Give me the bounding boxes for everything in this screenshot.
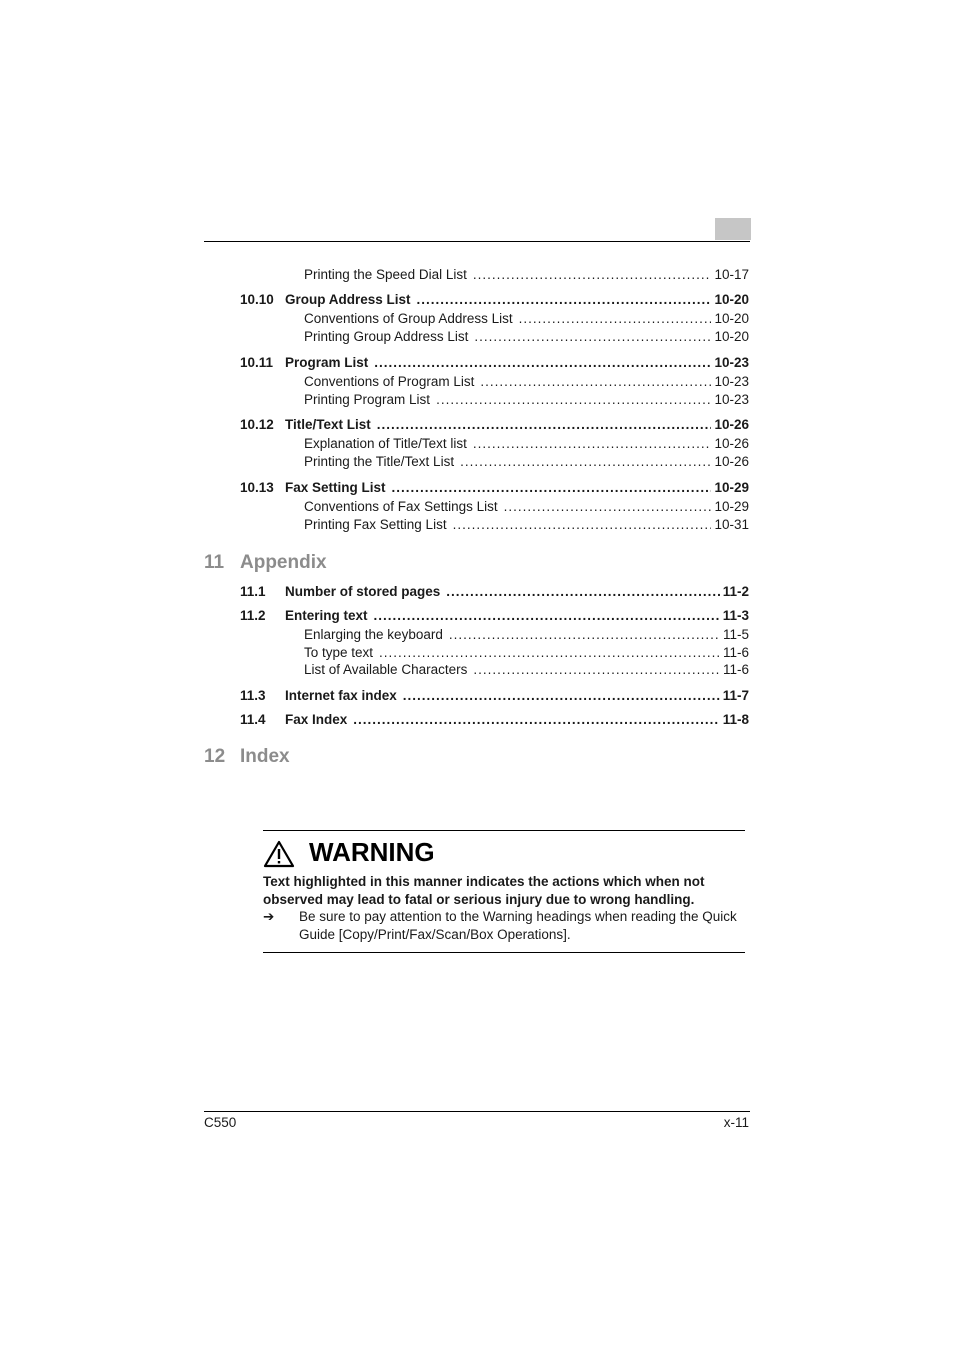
section-title: Number of stored pages bbox=[285, 584, 441, 599]
toc-page: 10-23 bbox=[714, 355, 749, 370]
footer-page-number: x-11 bbox=[723, 1115, 749, 1130]
toc-page: 11-2 bbox=[722, 584, 749, 599]
toc-label: Conventions of Fax Settings List bbox=[304, 499, 498, 514]
toc-subentry[interactable] bbox=[0, 391, 954, 409]
toc-page: 11-8 bbox=[722, 712, 749, 727]
toc-page: 10-31 bbox=[714, 517, 749, 532]
toc-subentry[interactable] bbox=[0, 435, 954, 453]
toc-label: Explanation of Title/Text list bbox=[304, 436, 467, 451]
toc-label: Enlarging the keyboard bbox=[304, 627, 443, 642]
section-number: 11.1 bbox=[240, 584, 266, 599]
toc-section[interactable] bbox=[0, 687, 954, 705]
toc-page: 10-26 bbox=[714, 454, 749, 469]
warning-triangle-icon bbox=[263, 840, 295, 868]
warning-text: Text highlighted in this manner indicates the actions which when not observed may lead to fatal or serious injury due to wrong handling. bbox=[263, 874, 705, 907]
toc-section[interactable] bbox=[0, 354, 954, 372]
chapter-title: Index bbox=[240, 746, 290, 767]
chapter-heading-appendix[interactable] bbox=[204, 551, 327, 575]
toc-label: Conventions of Group Address List bbox=[304, 311, 513, 326]
section-title: Program List bbox=[285, 355, 369, 370]
toc-page: 10-23 bbox=[714, 374, 749, 389]
toc-subentry[interactable] bbox=[0, 516, 954, 534]
toc-page: 10-29 bbox=[714, 480, 749, 495]
toc-section[interactable] bbox=[0, 583, 954, 601]
toc-label: Conventions of Program List bbox=[304, 374, 475, 389]
toc-label: Printing Group Address List bbox=[304, 329, 469, 344]
footer-rule bbox=[204, 1111, 750, 1112]
toc-subentry[interactable] bbox=[0, 373, 954, 391]
toc-subentry[interactable] bbox=[0, 328, 954, 346]
toc-subentry[interactable] bbox=[0, 453, 954, 471]
section-title: Internet fax index bbox=[285, 688, 397, 703]
chapter-number: 11 bbox=[204, 552, 225, 573]
header-rule bbox=[204, 241, 750, 242]
toc-label: Printing the Speed Dial List bbox=[304, 267, 467, 282]
toc-subentry[interactable] bbox=[0, 626, 954, 644]
section-title: Fax Setting List bbox=[285, 480, 386, 495]
section-title: Title/Text List bbox=[285, 417, 371, 432]
toc-page: 10-29 bbox=[714, 499, 749, 514]
section-number: 10.12 bbox=[240, 417, 274, 432]
toc-label: Printing Program List bbox=[304, 392, 431, 407]
toc-label: List of Available Characters bbox=[304, 662, 468, 677]
toc-section[interactable] bbox=[0, 479, 954, 497]
section-number: 10.10 bbox=[240, 292, 274, 307]
toc-subentry[interactable] bbox=[0, 498, 954, 516]
section-title: Group Address List bbox=[285, 292, 411, 307]
toc-subentry[interactable] bbox=[0, 644, 954, 662]
warning-title: WARNING bbox=[309, 837, 435, 867]
chapter-tab-marker bbox=[715, 218, 751, 240]
toc-subentry[interactable] bbox=[0, 661, 954, 679]
section-title: Entering text bbox=[285, 608, 368, 623]
toc-page: 11-6 bbox=[722, 662, 749, 677]
section-title: Fax Index bbox=[285, 712, 348, 727]
toc-label: To type text bbox=[304, 645, 374, 660]
toc-page: 10-26 bbox=[714, 417, 749, 432]
section-number: 10.13 bbox=[240, 480, 274, 495]
toc-page: 10-17 bbox=[714, 267, 749, 282]
toc-page: 10-23 bbox=[714, 392, 749, 407]
warning-bottom-rule bbox=[263, 952, 745, 953]
toc-page: 11-6 bbox=[722, 645, 749, 660]
section-number: 11.3 bbox=[240, 688, 266, 703]
chapter-number: 12 bbox=[204, 746, 226, 767]
toc-page: 10-20 bbox=[714, 329, 749, 344]
footer-model: C550 bbox=[204, 1115, 237, 1130]
toc-label: Printing the Title/Text List bbox=[304, 454, 455, 469]
toc-subentry[interactable] bbox=[0, 310, 954, 328]
toc-page: 10-26 bbox=[714, 436, 749, 451]
toc-page: 10-20 bbox=[714, 311, 749, 326]
warning-top-rule bbox=[263, 830, 745, 831]
section-number: 11.4 bbox=[240, 712, 266, 727]
warning-note: Be sure to pay attention to the Warning headings when reading the Quick Guide [Copy/Print/Fax/Scan/Box Operations]. bbox=[299, 909, 737, 942]
toc-section[interactable] bbox=[0, 711, 954, 729]
chapter-heading-index[interactable] bbox=[204, 745, 290, 769]
toc-section[interactable] bbox=[0, 416, 954, 434]
toc-page: 11-7 bbox=[722, 688, 749, 703]
toc-page: 11-5 bbox=[722, 627, 749, 642]
section-number: 10.11 bbox=[240, 355, 274, 370]
section-number: 11.2 bbox=[240, 608, 266, 623]
toc-page: 10-20 bbox=[714, 292, 749, 307]
arrow-icon: ➔ bbox=[263, 909, 275, 924]
chapter-title: Appendix bbox=[240, 552, 327, 573]
toc-section[interactable] bbox=[0, 607, 954, 625]
toc-label: Printing Fax Setting List bbox=[304, 517, 447, 532]
toc-subentry[interactable] bbox=[0, 266, 954, 284]
toc-page: 11-3 bbox=[722, 608, 749, 623]
toc-section[interactable] bbox=[0, 291, 954, 309]
